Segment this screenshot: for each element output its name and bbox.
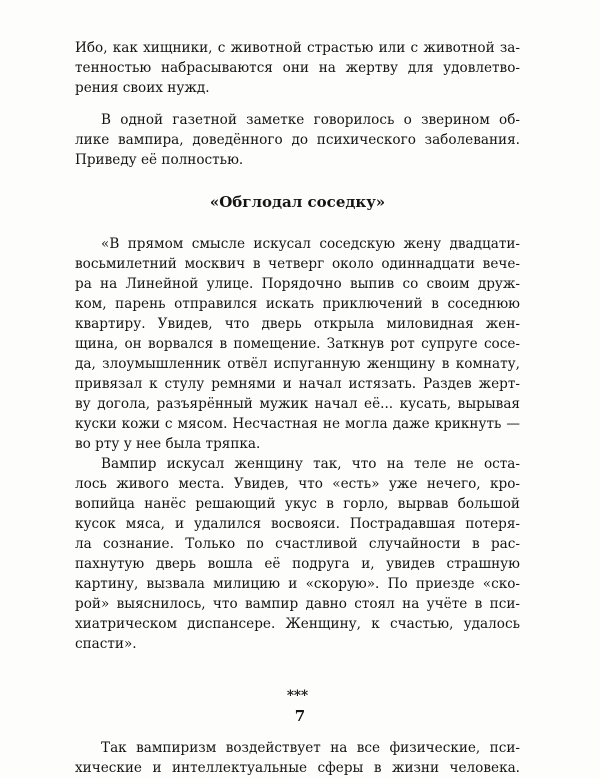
- paragraph-5: [75, 738, 520, 778]
- text-line: хиатрическом диспансере. Женщину, к счастью, удалось: [75, 616, 520, 632]
- text-line: кусок мяса, и удалился восвояси. Пострадавшая потеря-: [75, 516, 520, 532]
- text-line: картину, вызвала милицию и «скорую». По приезде «ско-: [75, 576, 520, 592]
- page-body: [75, 38, 520, 778]
- text-line: ву догола, разъярённый мужик начал её... кусать, вырывая: [75, 396, 520, 412]
- text-line: восьмилетний москвич в четверг около одиннадцати вече-: [75, 256, 520, 272]
- page-number: 7: [294, 707, 306, 725]
- text-line: Ибо, как хищники, с животной страстью или с животной за-: [75, 40, 520, 56]
- text-line: Приведу её полностью.: [75, 152, 244, 168]
- text-line: куски кожи с мясом. Несчастная не могла даже крикнуть —: [75, 416, 520, 432]
- text-line: привязал к стулу ремнями и начал истязать. Раздев жерт-: [75, 376, 520, 392]
- section-heading: «Обглодал соседку»: [209, 193, 386, 211]
- text-line: ком, парень отправился искать приключений в соседнюю: [75, 296, 520, 312]
- text-line: В одной газетной заметке говорилось о зверином об-: [101, 112, 520, 128]
- text-line: «В прямом смысле искусал соседскую жену двадцати-: [101, 236, 520, 252]
- paragraph-4: [75, 454, 520, 654]
- text-line: щина, он ворвался в помещение. Заткнув рот супруге сосе-: [75, 336, 520, 352]
- text-line: пахнутую дверь вошла её подруга и, увидев страшную: [75, 556, 520, 572]
- text-line: тенностью набрасываются они на жертву для удовлетво-: [75, 60, 520, 76]
- text-line: да, злоумышленник отвёл испуганную женщину в комнату,: [75, 356, 520, 372]
- text-line: хические и интеллектуальные сферы в жизни человека.: [75, 760, 520, 776]
- text-line: квартиру. Увидев, что дверь открыла миловидная жен-: [75, 316, 520, 332]
- text-line: рой» выяснилось, что вампир давно стоял на учёте в пси-: [75, 596, 520, 612]
- paragraph-2: [75, 110, 520, 170]
- section-separator: ***: [286, 688, 309, 704]
- text-line: рения своих нужд.: [75, 80, 210, 96]
- text-line: лике вампира, доведённого до психического заболевания.: [75, 132, 520, 148]
- paragraph-3: [75, 234, 520, 454]
- text-line: спасти».: [75, 636, 137, 652]
- text-line: во рту у нее была тряпка.: [75, 436, 261, 452]
- text-line: ла сознание. Только по счастливой случайности в рас-: [75, 536, 520, 552]
- text-line: Так вампиризм воздействует на все физические, пси-: [101, 740, 520, 756]
- text-line: Вампир искусал женщину так, что на теле не оста-: [101, 456, 520, 472]
- text-line: лось живого места. Увидев, что «есть» уже нечего, кро-: [75, 476, 520, 492]
- paragraph-1: [75, 38, 520, 98]
- text-line: вопийца нанёс решающий укус в горло, вырвав большой: [75, 496, 520, 512]
- text-line: ра на Линейной улице. Порядочно выпив со своим друж-: [75, 276, 520, 292]
